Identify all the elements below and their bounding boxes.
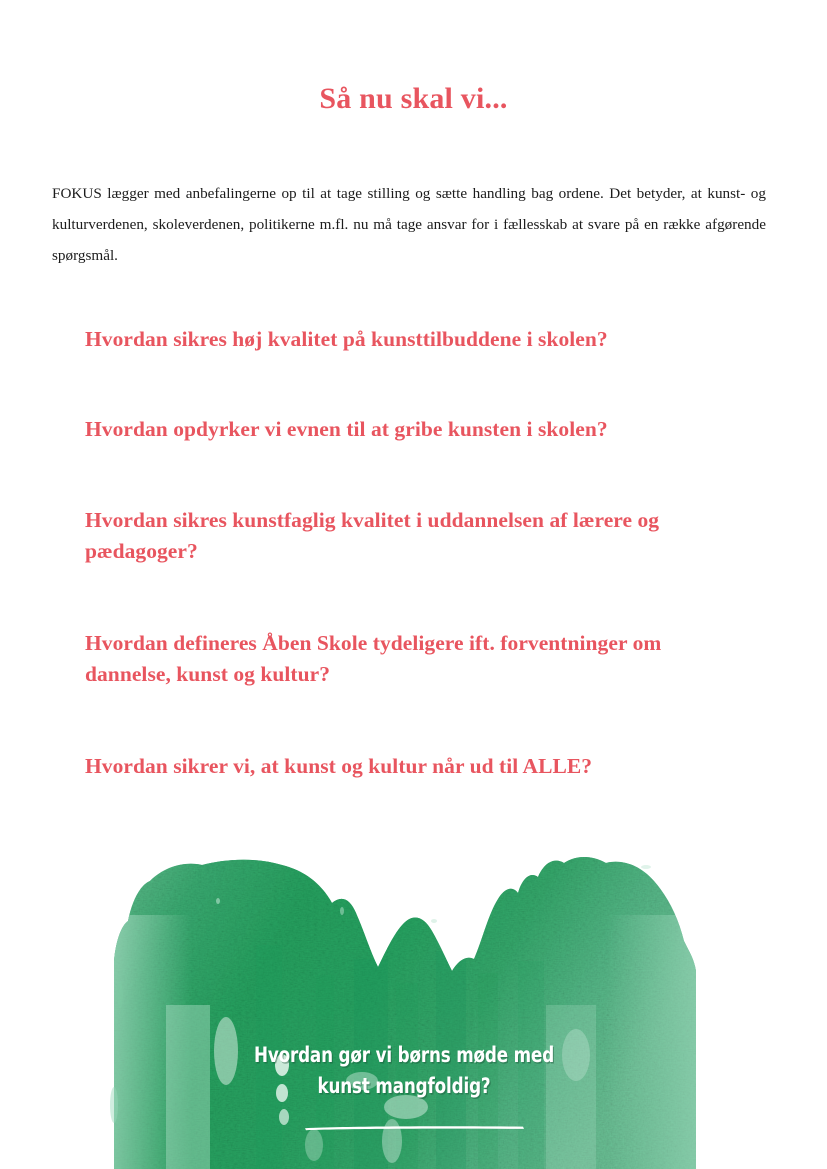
question-item: Hvordan sikres kunstfaglig kvalitet i uddannelsen af lærere og pædagoger? [85, 508, 660, 563]
watercolor-panel [106, 855, 702, 1169]
question-item: Hvordan sikres høj kvalitet på kunsttilbuddene i skolen? [85, 327, 608, 351]
question-item: Hvordan opdyrker vi evnen til at gribe kunsten i skolen? [85, 417, 608, 441]
panel-question: Hvordan gør vi børns møde med kunst mangfoldig? [253, 1043, 555, 1099]
intro-paragraph: FOKUS lægger med anbefalingerne op til at tage stilling og sætte handling bag ordene. Det betyder, at kunst- og kulturverdenen, skoleverdenen, politikerne m.fl. nu må tage ansvar for i fællesskab at svare på en række afgørende spørgsmål. [52, 185, 766, 264]
question-item: Hvordan defineres Åben Skole tydeligere ift. forventninger om dannelse, kunst og kultur? [85, 631, 662, 686]
watercolor-shape-icon [106, 855, 702, 1169]
panel-underline-icon [305, 1125, 525, 1131]
question-list [85, 324, 740, 782]
page-title: Så nu skal vi... [319, 82, 508, 115]
question-item: Hvordan sikrer vi, at kunst og kultur når ud til ALLE? [85, 754, 593, 778]
